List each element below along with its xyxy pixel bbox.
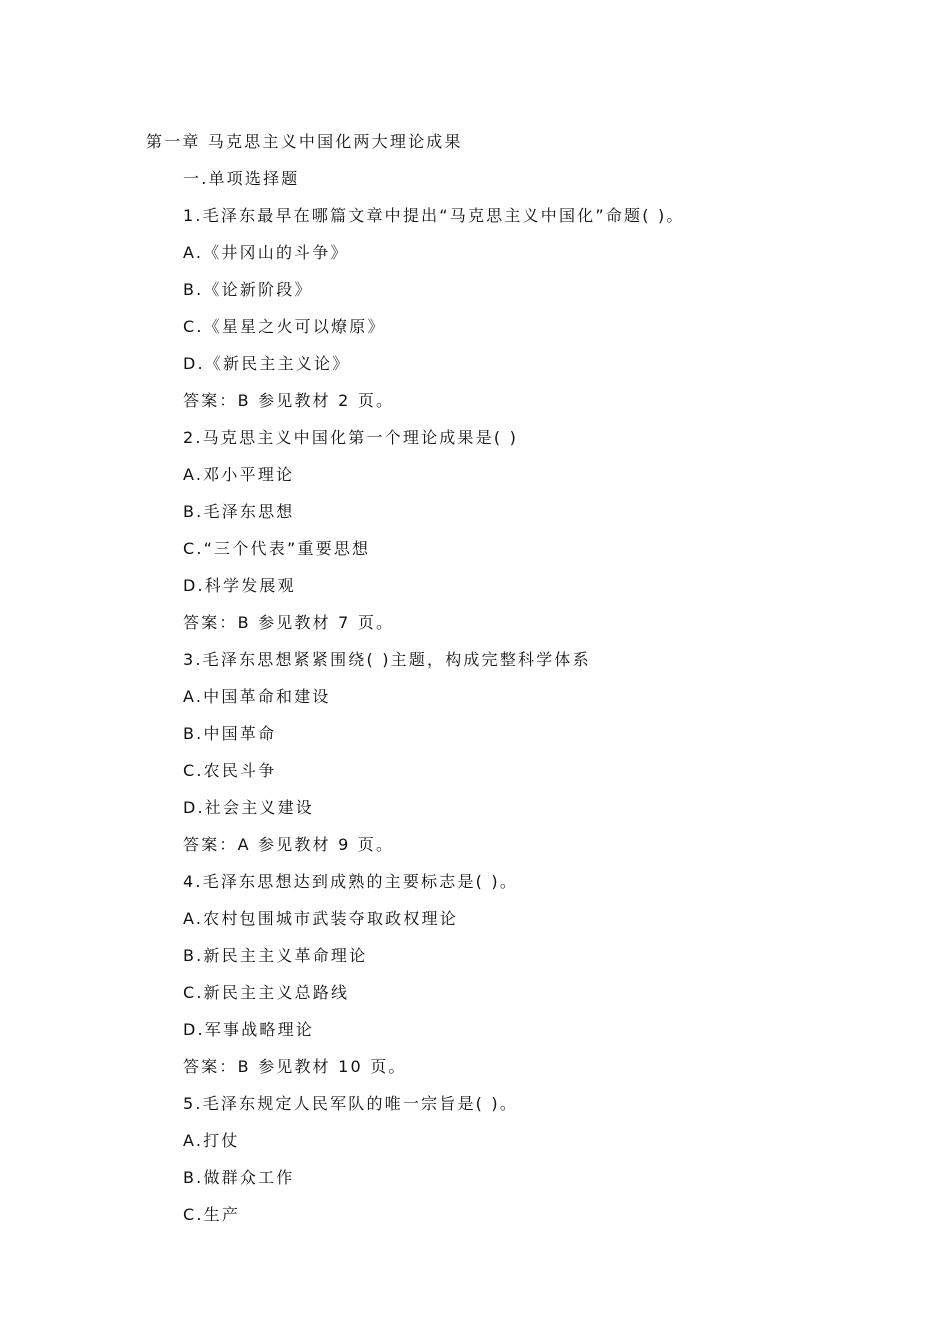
question-5-option-a: A.打仗 [183,1131,240,1150]
question-3-option-b: B.中国革命 [183,724,277,743]
question-2-option-d: D.科学发展观 [183,576,296,595]
chapter-title: 第一章 马克思主义中国化两大理论成果 [146,132,463,151]
question-1-option-a: A.《井冈山的斗争》 [183,243,349,262]
question-4-option-a: A.农村包围城市武装夺取政权理论 [183,909,458,928]
question-2-answer: 答案：B 参见教材 7 页。 [183,613,395,632]
question-1-option-c: C.《星星之火可以燎原》 [183,317,386,336]
question-4-answer: 答案：B 参见教材 10 页。 [183,1057,407,1076]
question-5-option-b: B.做群众工作 [183,1168,295,1187]
question-5-option-c: C.生产 [183,1205,241,1224]
question-2-option-a: A.邓小平理论 [183,465,295,484]
question-5-text: 5.毛泽东规定人民军队的唯一宗旨是( )。 [183,1094,519,1113]
section-title: 一.单项选择题 [183,169,300,188]
question-2-text: 2.马克思主义中国化第一个理论成果是( ) [183,428,519,447]
question-1-answer: 答案：B 参见教材 2 页。 [183,391,395,410]
question-2-option-b: B.毛泽东思想 [183,502,295,521]
question-4-option-b: B.新民主主义革命理论 [183,946,368,965]
question-4-option-c: C.新民主主义总路线 [183,983,350,1002]
question-1-text: 1.毛泽东最早在哪篇文章中提出“马克思主义中国化”命题( )。 [183,206,685,225]
question-2-option-c: C.“三个代表”重要思想 [183,539,371,558]
question-1-option-b: B.《论新阶段》 [183,280,313,299]
question-3-text: 3.毛泽东思想紧紧围绕( )主题，构成完整科学体系 [183,650,591,669]
question-4-option-d: D.军事战略理论 [183,1020,315,1039]
question-4-text: 4.毛泽东思想达到成熟的主要标志是( )。 [183,872,519,891]
question-3-answer: 答案：A 参见教材 9 页。 [183,835,395,854]
question-1-option-d: D.《新民主主义论》 [183,354,351,373]
question-3-option-c: C.农民斗争 [183,761,277,780]
question-3-option-a: A.中国革命和建设 [183,687,331,706]
question-3-option-d: D.社会主义建设 [183,798,315,817]
